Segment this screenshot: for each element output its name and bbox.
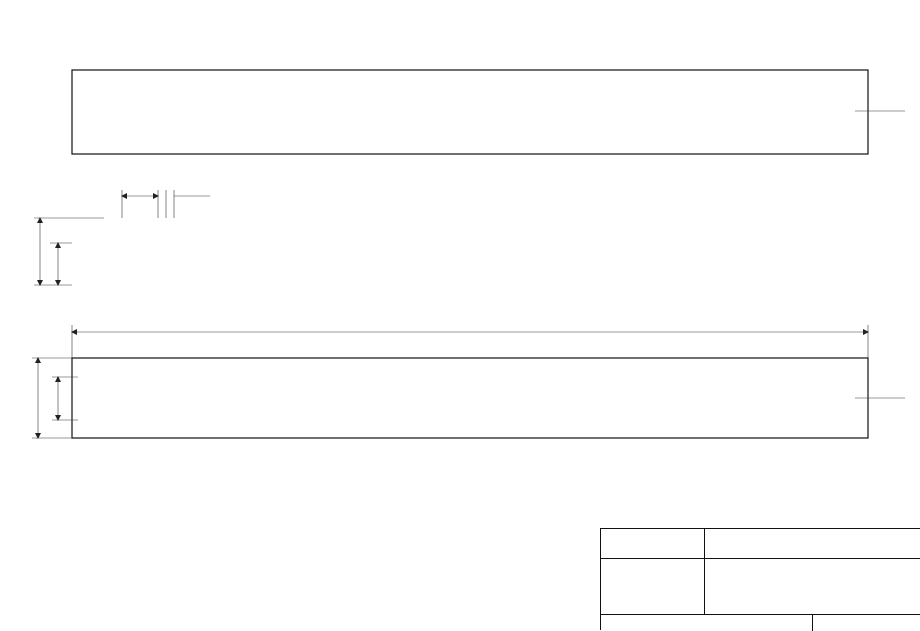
- company-cell: [705, 529, 920, 559]
- front-view: [32, 325, 905, 438]
- title-block: [600, 528, 920, 630]
- top-view: [72, 70, 905, 154]
- side-view: [34, 190, 210, 285]
- model-cell: [601, 559, 705, 615]
- brand-cell: [601, 529, 705, 559]
- specs-cell: [705, 559, 920, 615]
- drawn-by: [601, 615, 813, 631]
- date: [813, 615, 920, 631]
- top-view-body: [72, 70, 868, 154]
- front-view-body: [72, 358, 868, 438]
